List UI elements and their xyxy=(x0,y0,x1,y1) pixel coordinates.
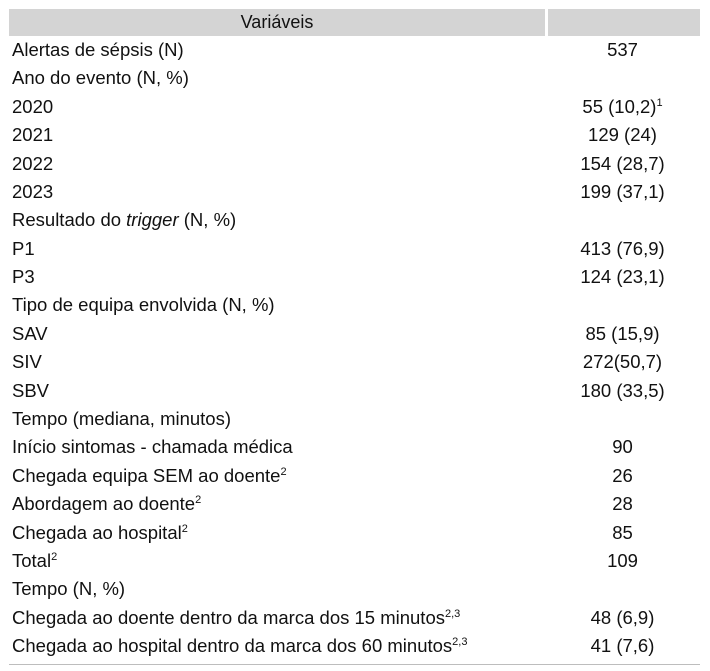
variables-table xyxy=(9,8,700,661)
row-label: Total$^2$ xyxy=(12,549,58,571)
table-row xyxy=(9,575,700,603)
row-value: 85 (15,9) xyxy=(585,322,660,344)
row-value: 26 xyxy=(612,464,633,486)
row-label: Tempo (N, %) xyxy=(12,578,126,600)
table-row xyxy=(9,206,700,234)
row-value: 129 (24) xyxy=(588,124,657,146)
table-row xyxy=(9,377,700,405)
row-value: 85 xyxy=(612,521,633,543)
table-row xyxy=(9,263,700,291)
row-label: Alertas de sépsis (N) xyxy=(12,38,184,60)
footnote-marker: 2 xyxy=(181,522,188,535)
table-row xyxy=(9,150,700,178)
row-label: Chegada equipa SEM ao doente$^2$ xyxy=(12,464,287,486)
table-row xyxy=(9,178,700,206)
row-label: Ano do evento (N, %) xyxy=(12,67,189,89)
row-label: 2021 xyxy=(12,124,54,146)
row-label: Tempo (mediana, minutos) xyxy=(12,408,232,430)
table-row xyxy=(9,121,700,149)
row-value: 109 xyxy=(607,549,638,571)
table-row xyxy=(9,235,700,263)
row-label: SBV xyxy=(12,379,50,401)
header-values xyxy=(548,9,700,36)
table-bottom-rule xyxy=(9,664,700,665)
table-row xyxy=(9,604,700,632)
row-label: Chegada ao doente dentro da marca dos 15 minutos$^{2,3}$ xyxy=(12,606,461,628)
row-label: Início sintomas - chamada médica xyxy=(12,436,293,458)
table-header xyxy=(9,8,700,36)
table-row xyxy=(9,64,700,92)
table-row xyxy=(9,36,700,64)
row-label: 2023 xyxy=(12,180,54,202)
row-label: 2020 xyxy=(12,95,54,117)
row-value: 55 $(10,2)^1$ xyxy=(582,95,663,117)
table-row xyxy=(9,292,700,320)
row-label: Chegada ao hospital$^2$ xyxy=(12,521,188,543)
footnote-marker: 2 xyxy=(51,550,58,563)
table-row xyxy=(9,348,700,376)
table-row xyxy=(9,405,700,433)
trigger-term: trigger xyxy=(126,209,179,231)
table-row xyxy=(9,93,700,121)
table-row xyxy=(9,320,700,348)
row-label: Abordagem ao doente$^2$ xyxy=(12,493,202,515)
row-value: 537 xyxy=(607,38,638,60)
table-row xyxy=(9,547,700,575)
footnote-marker: 2 xyxy=(195,494,202,507)
row-value: 180 (33,5) xyxy=(580,379,665,401)
table-row xyxy=(9,490,700,518)
row-label: Chegada ao hospital dentro da marca dos 60 minutos$^{2,3}$ xyxy=(12,635,468,657)
row-label: P1 xyxy=(12,237,35,259)
row-value: 154 (28,7) xyxy=(580,152,665,174)
row-label: SAV xyxy=(12,322,48,344)
header-variables: Variáveis xyxy=(9,9,545,36)
footnote-marker: 2,3 xyxy=(452,636,468,649)
row-value: 48 (6,9) xyxy=(590,606,655,628)
footnote-marker: 2,3 xyxy=(445,607,461,620)
row-label: Tipo de equipa envolvida (N, %) xyxy=(12,294,275,316)
table-row xyxy=(9,632,700,660)
footnote-marker: 2 xyxy=(280,465,287,478)
row-label: SIV xyxy=(12,351,42,373)
row-value: 413 (76,9) xyxy=(580,237,665,259)
row-label: P3 xyxy=(12,266,35,288)
row-value: 41 (7,6) xyxy=(590,635,655,657)
row-value: 28 xyxy=(612,493,633,515)
row-value: 90 xyxy=(612,436,633,458)
table-row xyxy=(9,519,700,547)
table-row xyxy=(9,462,700,490)
row-value: 124 (23,1) xyxy=(580,266,665,288)
row-value: 199 (37,1) xyxy=(580,180,665,202)
table-row xyxy=(9,433,700,461)
row-label: Resultado do trigger (N, %) xyxy=(12,209,237,231)
row-label: 2022 xyxy=(12,152,54,174)
footnote-marker: 1 xyxy=(656,96,663,109)
row-value: 272(50,7) xyxy=(582,351,663,373)
